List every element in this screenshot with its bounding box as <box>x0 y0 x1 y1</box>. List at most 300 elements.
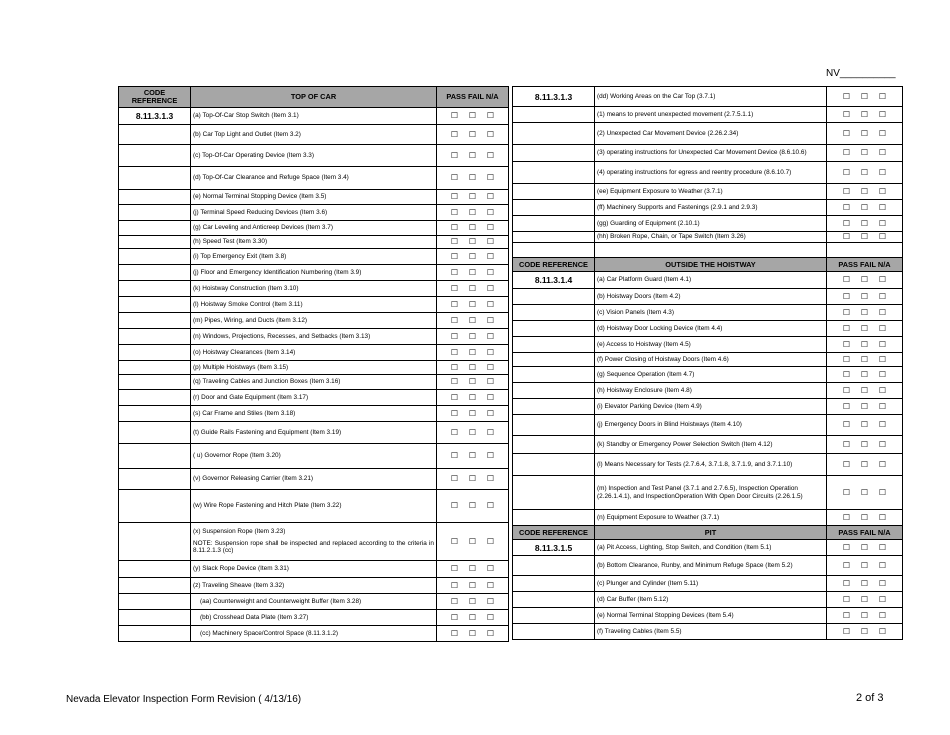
pass-checkbox[interactable]: ☐ <box>842 626 851 636</box>
code-reference-cell <box>119 444 191 469</box>
code-reference-cell <box>513 608 595 624</box>
pass-fail-na-checkboxes <box>827 510 903 526</box>
na-checkbox[interactable]: ☐ <box>486 536 495 546</box>
na-checkbox[interactable]: ☐ <box>486 251 495 261</box>
na-checkbox[interactable]: ☐ <box>878 610 887 620</box>
fail-checkbox[interactable]: ☐ <box>468 628 477 638</box>
fail-checkbox[interactable]: ☐ <box>860 626 869 636</box>
code-reference-header: CODE REFERENCE <box>119 87 191 108</box>
fail-checkbox[interactable]: ☐ <box>860 148 869 158</box>
fail-checkbox[interactable]: ☐ <box>468 501 477 511</box>
pass-checkbox[interactable]: ☐ <box>842 385 851 395</box>
fail-checkbox[interactable]: ☐ <box>468 315 477 325</box>
fail-checkbox[interactable]: ☐ <box>468 408 477 418</box>
fail-checkbox[interactable]: ☐ <box>860 323 869 333</box>
fail-checkbox[interactable]: ☐ <box>860 291 869 301</box>
code-reference-cell <box>513 145 595 162</box>
na-checkbox[interactable]: ☐ <box>878 91 887 101</box>
item-description: (k) Standby or Emergency Power Selection Switch (Item 4.12) <box>595 436 827 454</box>
table-row <box>513 367 903 383</box>
table-row <box>513 608 903 624</box>
pass-fail-na-checkboxes <box>437 444 509 469</box>
pass-checkbox[interactable]: ☐ <box>450 267 459 277</box>
na-checkbox[interactable]: ☐ <box>878 167 887 177</box>
fail-checkbox[interactable]: ☐ <box>468 150 477 160</box>
na-checkbox[interactable]: ☐ <box>878 232 887 242</box>
pass-checkbox[interactable]: ☐ <box>842 167 851 177</box>
table-row <box>119 561 509 578</box>
na-checkbox[interactable]: ☐ <box>878 439 887 449</box>
na-checkbox[interactable]: ☐ <box>486 173 495 183</box>
table-row <box>513 556 903 576</box>
na-checkbox[interactable]: ☐ <box>878 202 887 212</box>
code-reference-cell <box>513 510 595 526</box>
fail-checkbox[interactable]: ☐ <box>468 267 477 277</box>
pass-checkbox[interactable]: ☐ <box>450 347 459 357</box>
item-description: (d) Top-Of-Car Clearance and Refuge Space (Item 3.4) <box>191 167 437 190</box>
fail-checkbox[interactable]: ☐ <box>860 128 869 138</box>
fail-checkbox[interactable]: ☐ <box>860 578 869 588</box>
code-reference-cell <box>119 523 191 561</box>
code-reference-cell <box>513 624 595 640</box>
na-checkbox[interactable]: ☐ <box>878 339 887 349</box>
table-row <box>513 383 903 399</box>
pass-checkbox[interactable]: ☐ <box>450 564 459 574</box>
na-checkbox[interactable]: ☐ <box>878 542 887 552</box>
fail-checkbox[interactable]: ☐ <box>468 207 477 217</box>
pass-fail-na-checkboxes <box>827 87 903 107</box>
fail-checkbox[interactable]: ☐ <box>860 109 869 119</box>
pass-fail-na-checkboxes <box>827 162 903 184</box>
code-reference-cell <box>119 406 191 422</box>
item-description: (aa) Counterweight and Counterweight Buffer (Item 3.28) <box>191 594 437 610</box>
table-row <box>119 345 509 361</box>
fail-checkbox[interactable]: ☐ <box>468 129 477 139</box>
pass-fail-na-checkboxes <box>437 167 509 190</box>
code-reference-cell <box>119 205 191 221</box>
pass-fail-na-checkboxes <box>437 406 509 422</box>
table-row <box>119 444 509 469</box>
pass-checkbox[interactable]: ☐ <box>450 628 459 638</box>
na-checkbox[interactable]: ☐ <box>878 512 887 522</box>
na-checkbox[interactable]: ☐ <box>486 628 495 638</box>
pass-checkbox[interactable]: ☐ <box>842 560 851 570</box>
code-reference-cell <box>513 232 595 243</box>
pass-checkbox[interactable]: ☐ <box>450 251 459 261</box>
pass-checkbox[interactable]: ☐ <box>842 354 851 364</box>
na-checkbox[interactable]: ☐ <box>878 291 887 301</box>
table-row <box>513 576 903 592</box>
fail-checkbox[interactable]: ☐ <box>468 564 477 574</box>
pass-fail-na-checkboxes <box>827 321 903 337</box>
fail-checkbox[interactable]: ☐ <box>860 542 869 552</box>
code-reference-cell <box>119 578 191 594</box>
pass-fail-na-checkboxes <box>437 236 509 249</box>
code-reference-cell <box>119 249 191 265</box>
item-description: (m) Pipes, Wiring, and Ducts (Item 3.12) <box>191 313 437 329</box>
pass-checkbox[interactable]: ☐ <box>842 610 851 620</box>
na-checkbox[interactable]: ☐ <box>486 392 495 402</box>
fail-checkbox[interactable]: ☐ <box>468 596 477 606</box>
pass-checkbox[interactable]: ☐ <box>842 202 851 212</box>
fail-checkbox[interactable]: ☐ <box>468 223 477 233</box>
fail-checkbox[interactable]: ☐ <box>860 354 869 364</box>
pass-checkbox[interactable]: ☐ <box>450 223 459 233</box>
fail-checkbox[interactable]: ☐ <box>860 401 869 411</box>
pass-fail-na-checkboxes <box>437 626 509 642</box>
na-checkbox[interactable]: ☐ <box>878 275 887 285</box>
pass-checkbox[interactable]: ☐ <box>450 331 459 341</box>
pass-fail-na-checkboxes <box>437 361 509 375</box>
na-checkbox[interactable]: ☐ <box>878 626 887 636</box>
fail-checkbox[interactable]: ☐ <box>468 580 477 590</box>
pass-fail-na-checkboxes <box>827 200 903 216</box>
fail-checkbox[interactable]: ☐ <box>860 385 869 395</box>
pass-checkbox[interactable]: ☐ <box>450 315 459 325</box>
na-checkbox[interactable]: ☐ <box>486 612 495 622</box>
pass-fail-na-checkboxes <box>437 145 509 167</box>
pass-checkbox[interactable]: ☐ <box>842 323 851 333</box>
na-checkbox[interactable]: ☐ <box>878 560 887 570</box>
item-description: ( u) Governor Rope (Item 3.20) <box>191 444 437 469</box>
pass-fail-na-checkboxes <box>437 190 509 205</box>
pass-checkbox[interactable]: ☐ <box>842 307 851 317</box>
code-reference-cell <box>119 190 191 205</box>
pass-fail-na-checkboxes <box>827 576 903 592</box>
table-row <box>119 469 509 490</box>
fail-checkbox[interactable]: ☐ <box>468 377 477 387</box>
pass-fail-na-header: PASS FAIL N/A <box>827 526 903 540</box>
table-row <box>119 125 509 145</box>
fail-checkbox[interactable]: ☐ <box>468 451 477 461</box>
fail-checkbox[interactable]: ☐ <box>860 610 869 620</box>
fail-checkbox[interactable]: ☐ <box>860 218 869 228</box>
pass-checkbox[interactable]: ☐ <box>842 578 851 588</box>
na-checkbox[interactable]: ☐ <box>878 148 887 158</box>
fail-checkbox[interactable]: ☐ <box>468 362 477 372</box>
pass-checkbox[interactable]: ☐ <box>842 91 851 101</box>
pass-checkbox[interactable]: ☐ <box>842 232 851 242</box>
table-row <box>119 236 509 249</box>
fail-checkbox[interactable]: ☐ <box>468 392 477 402</box>
pass-checkbox[interactable]: ☐ <box>842 401 851 411</box>
na-checkbox[interactable]: ☐ <box>486 283 495 293</box>
pass-checkbox[interactable]: ☐ <box>842 109 851 119</box>
code-reference-cell: 8.11.3.1.3 <box>513 87 595 107</box>
pass-checkbox[interactable]: ☐ <box>450 173 459 183</box>
pass-fail-na-checkboxes <box>437 422 509 444</box>
fail-checkbox[interactable]: ☐ <box>468 283 477 293</box>
item-description: (b) Hoistway Doors (Item 4.2) <box>595 289 827 305</box>
na-checkbox[interactable]: ☐ <box>486 267 495 277</box>
pass-checkbox[interactable]: ☐ <box>842 459 851 469</box>
empty-cell <box>595 243 827 258</box>
fail-checkbox[interactable]: ☐ <box>860 369 869 379</box>
table-row <box>513 510 903 526</box>
item-description: (g) Sequence Operation (Item 4.7) <box>595 367 827 383</box>
pass-checkbox[interactable]: ☐ <box>450 451 459 461</box>
item-description: (j) Floor and Emergency Identification Numbering (Item 3.9) <box>191 265 437 281</box>
na-checkbox[interactable]: ☐ <box>878 186 887 196</box>
item-description: (j) Emergency Doors in Blind Hoistways (Item 4.10) <box>595 415 827 436</box>
pass-fail-na-checkboxes <box>437 390 509 406</box>
fail-checkbox[interactable]: ☐ <box>860 167 869 177</box>
na-checkbox[interactable]: ☐ <box>486 408 495 418</box>
fail-checkbox[interactable]: ☐ <box>468 612 477 622</box>
right-sections-table <box>512 86 903 640</box>
table-row <box>119 265 509 281</box>
table-row <box>513 454 903 476</box>
code-reference-cell <box>119 361 191 375</box>
pass-fail-na-checkboxes <box>827 337 903 353</box>
na-checkbox[interactable]: ☐ <box>878 369 887 379</box>
na-checkbox[interactable]: ☐ <box>878 401 887 411</box>
pass-checkbox[interactable]: ☐ <box>842 594 851 604</box>
na-checkbox[interactable]: ☐ <box>486 237 495 247</box>
item-description: (h) Speed Test (Item 3.30) <box>191 236 437 249</box>
pass-checkbox[interactable]: ☐ <box>842 275 851 285</box>
na-checkbox[interactable]: ☐ <box>486 474 495 484</box>
item-description: (l) Means Necessary for Tests (2.7.6.4, 3.7.1.8, 3.7.1.9, and 3.7.1.10) <box>595 454 827 476</box>
pass-checkbox[interactable]: ☐ <box>842 339 851 349</box>
pass-checkbox[interactable]: ☐ <box>450 207 459 217</box>
fail-checkbox[interactable]: ☐ <box>860 339 869 349</box>
table-row <box>119 375 509 390</box>
pass-checkbox[interactable]: ☐ <box>450 299 459 309</box>
code-reference-cell <box>513 576 595 592</box>
pass-checkbox[interactable]: ☐ <box>842 218 851 228</box>
pass-checkbox[interactable]: ☐ <box>450 408 459 418</box>
fail-checkbox[interactable]: ☐ <box>468 536 477 546</box>
fail-checkbox[interactable]: ☐ <box>860 186 869 196</box>
pass-checkbox[interactable]: ☐ <box>450 192 459 202</box>
code-reference-cell <box>119 594 191 610</box>
pass-checkbox[interactable]: ☐ <box>450 283 459 293</box>
item-description: (e) Normal Terminal Stopping Devices (Item 5.4) <box>595 608 827 624</box>
na-checkbox[interactable]: ☐ <box>878 323 887 333</box>
table-row <box>119 422 509 444</box>
pass-checkbox[interactable]: ☐ <box>450 150 459 160</box>
na-checkbox[interactable]: ☐ <box>486 377 495 387</box>
na-checkbox[interactable]: ☐ <box>486 192 495 202</box>
table-row <box>119 578 509 594</box>
header-row <box>513 526 903 540</box>
code-reference-cell: 8.11.3.1.3 <box>119 108 191 125</box>
pass-checkbox[interactable]: ☐ <box>842 291 851 301</box>
pass-checkbox[interactable]: ☐ <box>842 369 851 379</box>
code-reference-cell <box>119 167 191 190</box>
code-reference-cell <box>513 337 595 353</box>
fail-checkbox[interactable]: ☐ <box>860 560 869 570</box>
pass-checkbox[interactable]: ☐ <box>842 542 851 552</box>
fail-checkbox[interactable]: ☐ <box>468 331 477 341</box>
fail-checkbox[interactable]: ☐ <box>860 91 869 101</box>
na-checkbox[interactable]: ☐ <box>486 207 495 217</box>
fail-checkbox[interactable]: ☐ <box>468 347 477 357</box>
item-description: (l) Hoistway Smoke Control (Item 3.11) <box>191 297 437 313</box>
code-reference-cell <box>513 454 595 476</box>
pass-checkbox[interactable]: ☐ <box>842 439 851 449</box>
na-checkbox[interactable]: ☐ <box>486 331 495 341</box>
pass-checkbox[interactable]: ☐ <box>450 580 459 590</box>
pass-checkbox[interactable]: ☐ <box>842 186 851 196</box>
code-reference-cell <box>513 415 595 436</box>
item-description: (q) Traveling Cables and Junction Boxes (Item 3.16) <box>191 375 437 390</box>
code-reference-cell <box>513 200 595 216</box>
na-checkbox[interactable]: ☐ <box>878 459 887 469</box>
na-checkbox[interactable]: ☐ <box>486 315 495 325</box>
pass-fail-na-checkboxes <box>827 383 903 399</box>
na-checkbox[interactable]: ☐ <box>878 128 887 138</box>
na-checkbox[interactable]: ☐ <box>878 385 887 395</box>
na-checkbox[interactable]: ☐ <box>878 487 887 497</box>
na-checkbox[interactable]: ☐ <box>486 347 495 357</box>
table-row <box>513 162 903 184</box>
fail-checkbox[interactable]: ☐ <box>860 307 869 317</box>
fail-checkbox[interactable]: ☐ <box>860 232 869 242</box>
code-reference-cell <box>513 123 595 145</box>
table-row <box>119 361 509 375</box>
na-checkbox[interactable]: ☐ <box>486 362 495 372</box>
pass-fail-na-checkboxes <box>827 415 903 436</box>
fail-checkbox[interactable]: ☐ <box>860 420 869 430</box>
fail-checkbox[interactable]: ☐ <box>468 192 477 202</box>
section-title-header: TOP OF CAR <box>191 87 437 108</box>
item-description: (n) Windows, Projections, Recesses, and Setbacks (Item 3.13) <box>191 329 437 345</box>
item-description: (j) Terminal Speed Reducing Devices (Item 3.6) <box>191 205 437 221</box>
fail-checkbox[interactable]: ☐ <box>468 251 477 261</box>
na-checkbox[interactable]: ☐ <box>486 111 495 121</box>
item-description: (z) Traveling Sheave (Item 3.32) <box>191 578 437 594</box>
item-description: (e) Access to Hoistway (Item 4.5) <box>595 337 827 353</box>
item-text: (x) Suspension Rope (Item 3.23) <box>193 528 286 536</box>
na-checkbox[interactable]: ☐ <box>486 564 495 574</box>
pass-fail-na-checkboxes <box>437 375 509 390</box>
code-reference-cell <box>119 390 191 406</box>
fail-checkbox[interactable]: ☐ <box>860 594 869 604</box>
item-description: (h) Hoistway Enclosure (Item 4.8) <box>595 383 827 399</box>
fail-checkbox[interactable]: ☐ <box>468 237 477 247</box>
pass-checkbox[interactable]: ☐ <box>450 612 459 622</box>
item-description: (s) Car Frame and Stiles (Item 3.18) <box>191 406 437 422</box>
pass-checkbox[interactable]: ☐ <box>450 362 459 372</box>
item-description: (y) Slack Rope Device (Item 3.31) <box>191 561 437 578</box>
na-checkbox[interactable]: ☐ <box>486 427 495 437</box>
na-checkbox[interactable]: ☐ <box>878 354 887 364</box>
item-description: (b) Bottom Clearance, Runby, and Minimum Refuge Space (Item 5.2) <box>595 556 827 576</box>
na-checkbox[interactable]: ☐ <box>486 596 495 606</box>
fail-checkbox[interactable]: ☐ <box>860 512 869 522</box>
na-checkbox[interactable]: ☐ <box>878 594 887 604</box>
na-checkbox[interactable]: ☐ <box>878 307 887 317</box>
pass-checkbox[interactable]: ☐ <box>450 536 459 546</box>
na-checkbox[interactable]: ☐ <box>486 299 495 309</box>
code-reference-cell: 8.11.3.1.4 <box>513 272 595 289</box>
table-row <box>513 145 903 162</box>
na-checkbox[interactable]: ☐ <box>486 501 495 511</box>
pass-checkbox[interactable]: ☐ <box>450 377 459 387</box>
item-description: (o) Hoistway Clearances (Item 3.14) <box>191 345 437 361</box>
na-checkbox[interactable]: ☐ <box>486 580 495 590</box>
pass-checkbox[interactable]: ☐ <box>450 501 459 511</box>
pass-checkbox[interactable]: ☐ <box>842 512 851 522</box>
fail-checkbox[interactable]: ☐ <box>860 439 869 449</box>
pass-fail-na-checkboxes <box>827 272 903 289</box>
fail-checkbox[interactable]: ☐ <box>860 487 869 497</box>
fail-checkbox[interactable]: ☐ <box>468 111 477 121</box>
pass-checkbox[interactable]: ☐ <box>450 111 459 121</box>
code-reference-cell <box>119 422 191 444</box>
pass-fail-na-checkboxes <box>827 216 903 232</box>
na-checkbox[interactable]: ☐ <box>486 150 495 160</box>
table-row <box>119 145 509 167</box>
pass-checkbox[interactable]: ☐ <box>450 237 459 247</box>
na-checkbox[interactable]: ☐ <box>486 223 495 233</box>
fail-checkbox[interactable]: ☐ <box>860 275 869 285</box>
pass-checkbox[interactable]: ☐ <box>842 487 851 497</box>
pass-checkbox[interactable]: ☐ <box>842 128 851 138</box>
pass-fail-na-checkboxes <box>437 610 509 626</box>
pass-checkbox[interactable]: ☐ <box>842 148 851 158</box>
item-description: (c) Vision Panels (Item 4.3) <box>595 305 827 321</box>
fail-checkbox[interactable]: ☐ <box>468 173 477 183</box>
pass-fail-na-checkboxes <box>437 594 509 610</box>
fail-checkbox[interactable]: ☐ <box>860 202 869 212</box>
pass-fail-na-checkboxes <box>437 281 509 297</box>
pass-fail-na-checkboxes <box>437 125 509 145</box>
fail-checkbox[interactable]: ☐ <box>468 299 477 309</box>
na-checkbox[interactable]: ☐ <box>486 451 495 461</box>
pass-checkbox[interactable]: ☐ <box>842 420 851 430</box>
fail-checkbox[interactable]: ☐ <box>468 474 477 484</box>
code-reference-cell <box>513 592 595 608</box>
pass-fail-na-header: PASS FAIL N/A <box>827 258 903 272</box>
pass-fail-na-checkboxes <box>827 592 903 608</box>
fail-checkbox[interactable]: ☐ <box>860 459 869 469</box>
pass-checkbox[interactable]: ☐ <box>450 392 459 402</box>
pass-checkbox[interactable]: ☐ <box>450 129 459 139</box>
pass-checkbox[interactable]: ☐ <box>450 596 459 606</box>
empty-cell <box>513 243 595 258</box>
pass-fail-na-checkboxes <box>437 523 509 561</box>
pass-checkbox[interactable]: ☐ <box>450 427 459 437</box>
item-description: (t) Guide Rails Fastening and Equipment (Item 3.19) <box>191 422 437 444</box>
na-checkbox[interactable]: ☐ <box>878 420 887 430</box>
table-row <box>119 205 509 221</box>
na-checkbox[interactable]: ☐ <box>486 129 495 139</box>
pass-fail-na-checkboxes <box>827 305 903 321</box>
pass-fail-na-checkboxes <box>437 561 509 578</box>
table-row <box>513 123 903 145</box>
pass-checkbox[interactable]: ☐ <box>450 474 459 484</box>
code-reference-header: CODE REFERENCE <box>513 258 595 272</box>
table-row <box>513 289 903 305</box>
section-title-header: PIT <box>595 526 827 540</box>
item-description: (e) Normal Terminal Stopping Device (Item 3.5) <box>191 190 437 205</box>
item-description: (f) Traveling Cables (Item 5.5) <box>595 624 827 640</box>
na-checkbox[interactable]: ☐ <box>878 109 887 119</box>
item-description: (a) Car Platform Guard (Item 4.1) <box>595 272 827 289</box>
pass-fail-na-header: PASS FAIL N/A <box>437 87 509 108</box>
pass-fail-na-checkboxes <box>437 313 509 329</box>
na-checkbox[interactable]: ☐ <box>878 218 887 228</box>
pass-fail-na-checkboxes <box>827 540 903 556</box>
fail-checkbox[interactable]: ☐ <box>468 427 477 437</box>
code-reference-cell <box>119 345 191 361</box>
na-checkbox[interactable]: ☐ <box>878 578 887 588</box>
pass-fail-na-checkboxes <box>437 205 509 221</box>
item-description <box>191 523 437 561</box>
